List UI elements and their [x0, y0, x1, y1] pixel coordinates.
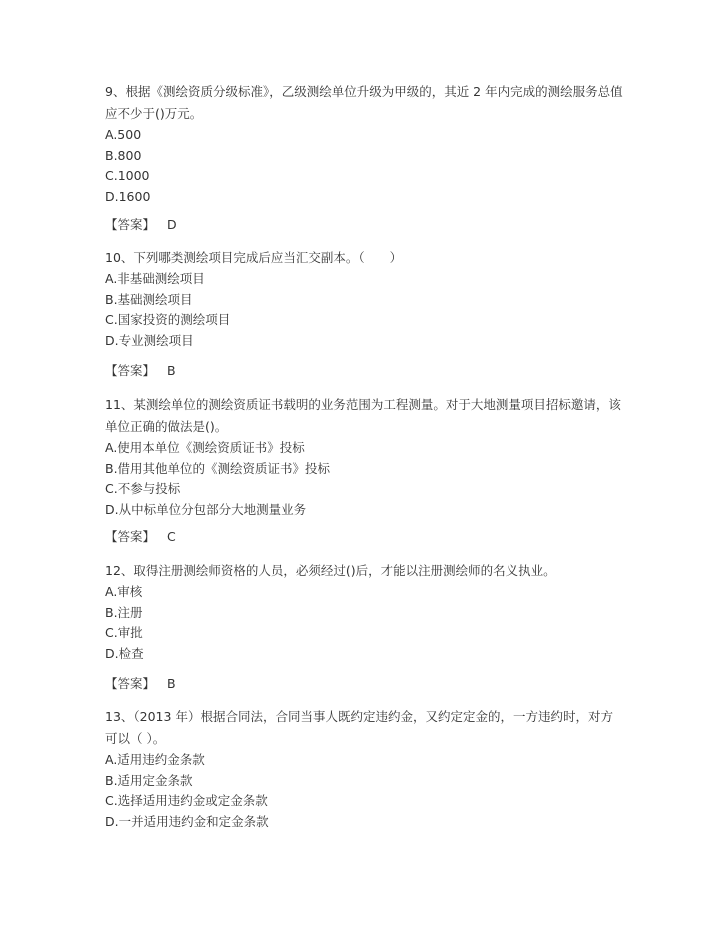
answer-9	[105, 215, 177, 235]
question-text: 10、下列哪类测绘项目完成后应当汇交副本。（ ）	[105, 250, 403, 265]
option-list	[105, 438, 625, 520]
answer-11	[105, 527, 176, 547]
answer-12	[105, 674, 176, 694]
option-b: B.借用其他单位的《测绘资质证书》投标	[105, 460, 331, 476]
answer-label: 【答案】	[105, 217, 156, 232]
option-b: B.适用定金条款	[105, 772, 193, 788]
option-d: D.1600	[105, 188, 151, 204]
question-text: 12、取得注册测绘师资格的人员，必须经过()后，才能以注册测绘师的名义执业。	[105, 563, 556, 578]
question-9	[105, 81, 625, 207]
option-a: A.非基础测绘项目	[105, 271, 205, 286]
question-13	[105, 706, 625, 832]
option-b: B.800	[105, 147, 142, 163]
option-a: A.适用违约金条款	[105, 752, 205, 767]
question-text: 11、某测绘单位的测绘资质证书载明的业务范围为工程测量。对于大地测量项目招标邀请，该单位正确的做法是()。	[105, 397, 621, 434]
option-d: D.检查	[105, 645, 144, 661]
option-b: B.基础测绘项目	[105, 291, 193, 307]
answer-value: D	[167, 217, 177, 232]
answer-value: C	[167, 529, 176, 544]
option-a: A.使用本单位《测绘资质证书》投标	[105, 440, 305, 455]
option-c: C.选择适用违约金或定金条款	[105, 793, 268, 808]
question-text: 9、根据《测绘资质分级标准》，乙级测绘单位升级为甲级的，其近 2 年内完成的测绘服务总值应不少于()万元。	[105, 84, 623, 121]
answer-value: B	[167, 363, 176, 378]
option-c: C.审批	[105, 625, 143, 640]
option-d: D.一并适用违约金和定金条款	[105, 813, 269, 829]
option-a: A.审核	[105, 584, 143, 599]
option-c: C.不参与投标	[105, 481, 181, 496]
answer-label: 【答案】	[105, 529, 156, 544]
option-d: D.专业测绘项目	[105, 332, 194, 348]
option-c: C.国家投资的测绘项目	[105, 312, 231, 327]
option-list	[105, 582, 625, 664]
answer-label: 【答案】	[105, 363, 156, 378]
option-c: C.1000	[105, 168, 150, 183]
answer-value: B	[167, 676, 176, 691]
option-list	[105, 750, 625, 832]
option-b: B.注册	[105, 604, 143, 620]
question-12	[105, 560, 625, 664]
question-text: 13、（2013 年）根据合同法，合同当事人既约定违约金，又约定定金的，一方违约时，对方可以（ ）。	[105, 709, 613, 746]
answer-label: 【答案】	[105, 676, 156, 691]
option-list	[105, 269, 625, 351]
question-10	[105, 247, 625, 351]
answer-10	[105, 361, 176, 381]
option-d: D.从中标单位分包部分大地测量业务	[105, 501, 307, 517]
option-list	[105, 125, 625, 207]
option-a: A.500	[105, 127, 142, 142]
question-11	[105, 394, 625, 520]
